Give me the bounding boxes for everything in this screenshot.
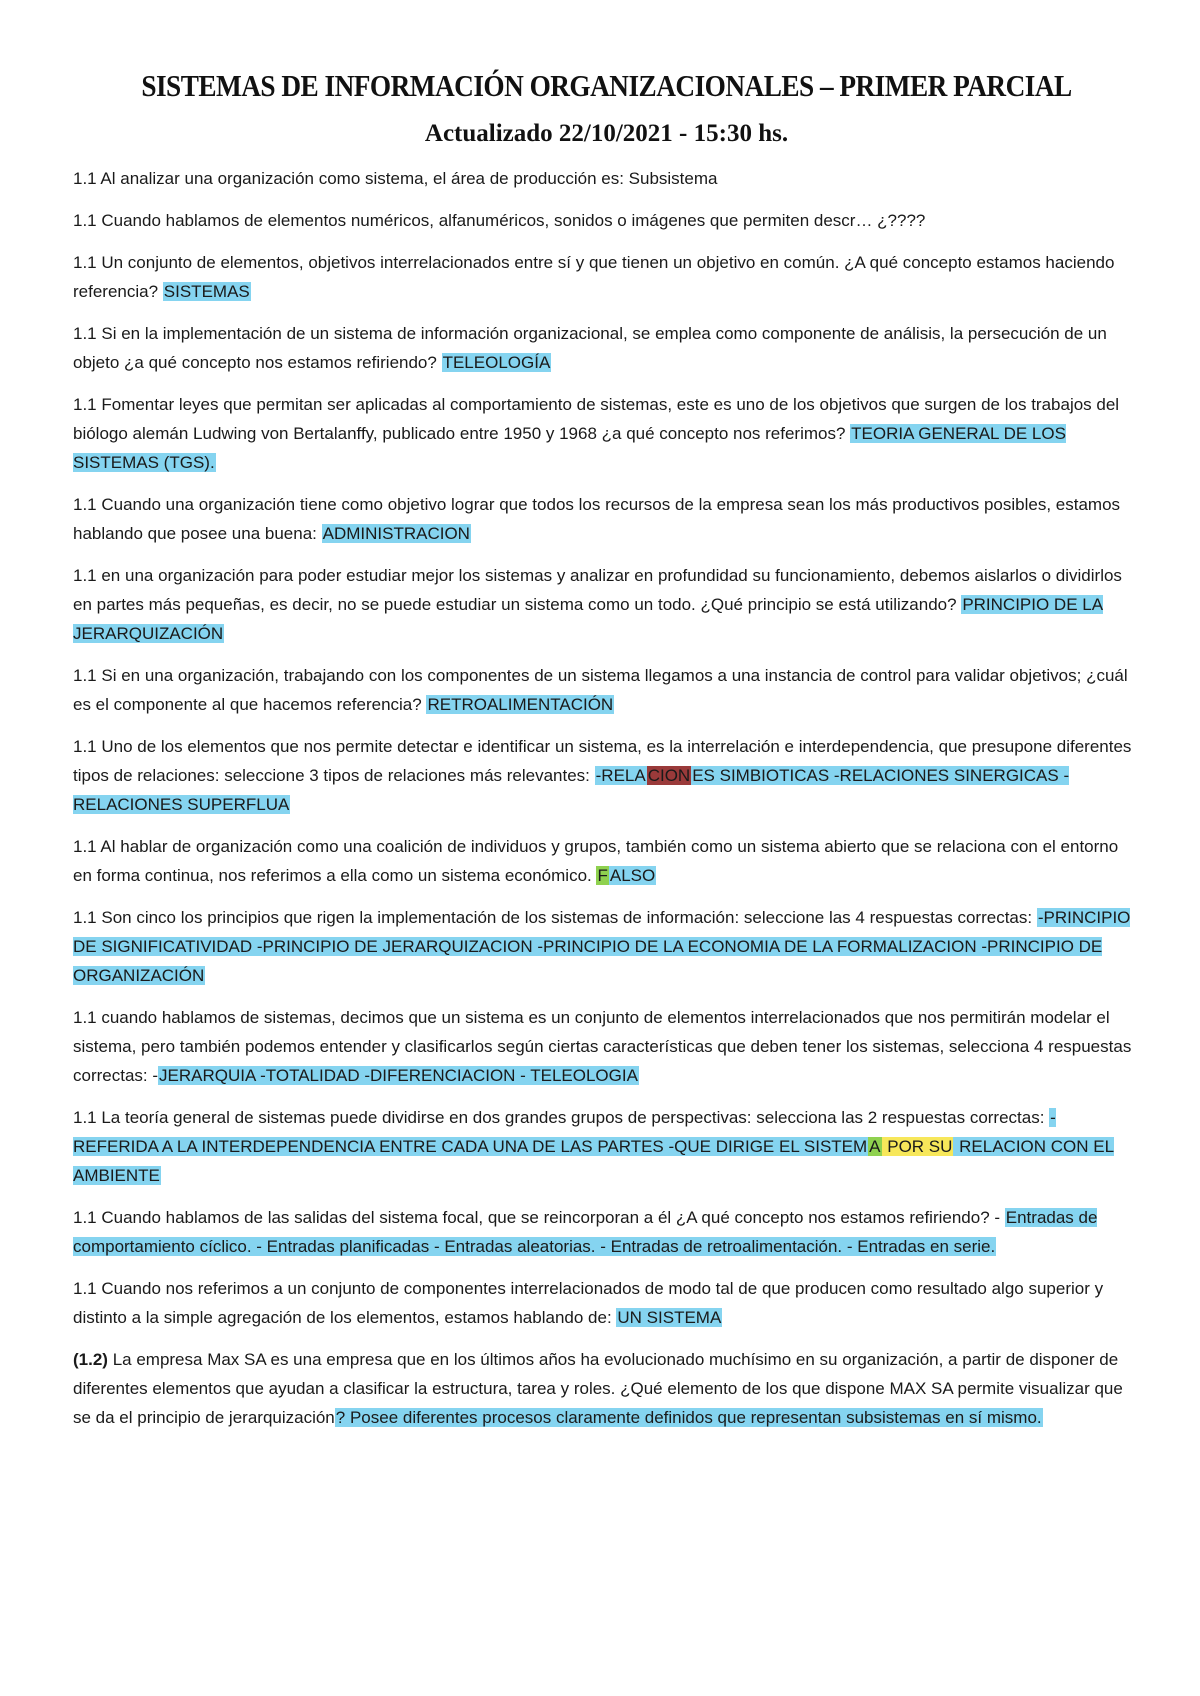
question-4 [73,319,1140,377]
highlighted-answer: -PRINCIPIO DE SIGNIFICATIVIDAD -PRINCIPIO DE JERARQUIZACION -PRINCIPIO DE LA ECONOMIA DE LA FORMALIZACION -PRINCIPIO DE ORGANIZACIÓN [73,908,1131,985]
question-text: 1.1 Un conjunto de elementos, objetivos interrelacionados entre sí y que tienen un objetivo en común. ¿A qué concepto estamos haciendo referencia? [73,253,1115,301]
highlighted-answer: UN SISTEMA [617,1308,722,1327]
question-10 [73,832,1140,890]
highlighted-answer: JERARQUIA -TOTALIDAD -DIFERENCIACION - TELEOLOGIA [159,1066,638,1085]
question-13 [73,1103,1140,1190]
question-2 [73,206,1140,235]
question-6 [73,490,1140,548]
highlighted-answer: TEORIA GENERAL DE LOS SISTEMAS (TGS). [73,424,1066,472]
question-text: 1.1 Si en la implementación de un sistema de información organizacional, se emplea como componente de análisis, la persecución de un objeto ¿a qué concepto nos estamos refiriendo? [73,324,1107,372]
highlighted-answer: ALSO [609,866,656,885]
question-9 [73,732,1140,819]
highlighted-answer: ? Posee diferentes procesos claramente definidos que representan subsistemas en sí mismo. [335,1408,1042,1427]
question-11 [73,903,1140,990]
question-text: La empresa Max SA es una empresa que en los últimos años ha evolucionado muchísimo en su organización, a partir de disponer de diferentes elementos que ayudan a clasificar la estructura, tarea y roles. ¿Qué elemento de los que dispone MAX SA permite visualizar que se da el principio de jerarquización [73,1350,1123,1427]
highlighted-answer: PRINCIPIO DE LA JERARQUIZACIÓN [73,595,1104,643]
question-12 [73,1003,1140,1090]
highlighted-answer: Entradas de comportamiento cíclico. - Entradas planificadas - Entradas aleatorias. - Entradas de retroalimentación. - Entradas en serie. [73,1208,1098,1256]
question-16 [73,1345,1140,1432]
question-8 [73,661,1140,719]
highlighted-answer: RETROALIMENTACIÓN [427,695,614,714]
highlighted-answer-green: A [869,1137,881,1156]
question-15 [73,1274,1140,1332]
highlighted-answer-yellow: POR SU [882,1137,953,1156]
question-14 [73,1203,1140,1261]
question-text: 1.1 Cuando hablamos de elementos numéricos, alfanuméricos, sonidos o imágenes que permiten descr… ¿???? [73,211,926,230]
highlighted-answer: TELEOLOGÍA [442,353,551,372]
highlighted-answer: RELACION CON EL AMBIENTE [73,1137,1115,1185]
question-7 [73,561,1140,648]
highlighted-answer: ADMINISTRACION [322,524,470,543]
question-number: (1.2) [73,1350,108,1369]
question-text: 1.1 Si en una organización, trabajando con los componentes de un sistema llegamos a una instancia de control para validar objetivos; ¿cuál es el componente al que hacemos referencia? [73,666,1128,714]
question-text: 1.1 Cuando nos referimos a un conjunto de componentes interrelacionados de modo tal de que producen como resultado algo superior y distinto a la simple agregación de los elementos, estamos hablando de: [73,1279,1104,1327]
question-text: 1.1 Al analizar una organización como sistema, el área de producción es: Subsistema [73,169,718,188]
page-title: SISTEMAS DE INFORMACIÓN ORGANIZACIONALES – PRIMER PARCIAL [141,68,1072,103]
highlighted-answer: SISTEMAS [163,282,250,301]
question-text: 1.1 cuando hablamos de sistemas, decimos que un sistema es un conjunto de elementos interrelacionados que nos permitirán modelar el sistema, pero también podemos entender y clasificarlos según ciertas características que deben tener los sistemas, selecciona 4 respuestas correctas: - [73,1008,1132,1085]
question-text: 1.1 Al hablar de organización como una coalición de individuos y grupos, también como un sistema abierto que se relaciona con el entorno en forma continua, nos referimos a ella como un sistema económico. [73,837,1119,885]
question-3 [73,248,1140,306]
question-text: 1.1 Uno de los elementos que nos permite detectar e identificar un sistema, es la interrelación e interdependencia, que presupone diferentes tipos de relaciones: seleccione 3 tipos de relaciones más relevantes: [73,737,1132,785]
question-5 [73,390,1140,477]
question-text: 1.1 Fomentar leyes que permitan ser aplicadas al comportamiento de sistemas, este es uno de los objetivos que surgen de los trabajos del biólogo alemán Ludwing von Bertalanffy, publicado entre 1950 y 1968 ¿a qué concepto nos referimos? [73,395,1120,443]
highlighted-answer-green: F [597,866,608,885]
page-subtitle: Actualizado 22/10/2021 - 15:30 hs. [424,120,789,147]
highlighted-answer: ES SIMBIOTICAS -RELACIONES SINERGICAS -RELACIONES SUPERFLUA [73,766,1070,814]
question-text: 1.1 Son cinco los principios que rigen la implementación de los sistemas de información: seleccione las 4 respuestas correctas: [73,908,1037,927]
highlighted-answer: -REFERIDA A LA INTERDEPENDENCIA ENTRE CADA UNA DE LAS PARTES -QUE DIRIGE EL SISTEM [73,1108,1056,1156]
question-text: 1.1 Cuando una organización tiene como objetivo lograr que todos los recursos de la empresa sean los más productivos posibles, estamos hablando que posee una buena: [73,495,1121,543]
question-text: 1.1 La teoría general de sistemas puede dividirse en dos grandes grupos de perspectivas: selecciona las 2 respuestas correctas: [73,1108,1050,1127]
highlighted-answer-red: CION [647,766,691,785]
question-text: 1.1 Cuando hablamos de las salidas del sistema focal, que se reincorporan a él ¿A qué concepto nos estamos refiriendo? - [73,1208,1005,1227]
highlighted-answer: -RELA [595,766,646,785]
question-1 [73,164,1140,193]
question-text: 1.1 en una organización para poder estudiar mejor los sistemas y analizar en profundidad su funcionamiento, debemos aislarlos o dividirlos en partes más pequeñas, es decir, no se puede estudiar un sistema como un todo. ¿Qué principio se está utilizando? [73,566,1122,614]
